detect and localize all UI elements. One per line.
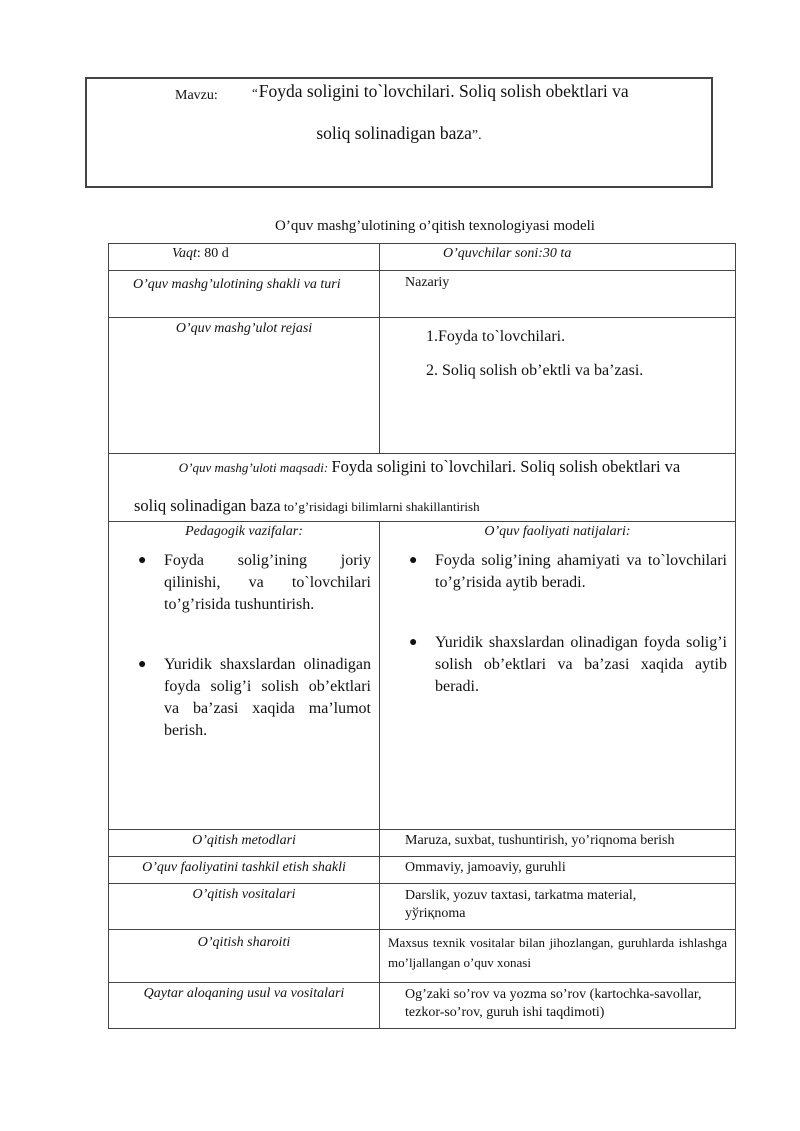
students-count: O’quvchilar soni:30 ta xyxy=(443,246,572,261)
form-value: Nazariy xyxy=(380,271,736,318)
tools-label: O’qitish vositalari xyxy=(109,884,380,930)
tools-row xyxy=(109,884,736,930)
list-item xyxy=(138,654,371,742)
results-list xyxy=(380,542,735,698)
results-cell xyxy=(380,522,736,830)
goal-line2 xyxy=(134,489,725,518)
result-text: Foyda solig’ining ahamiyati va to`lovchilari to’g’risida aytib beradi. xyxy=(435,552,727,591)
organization-value: Ommaviy, jamoaviy, guruhli xyxy=(380,857,736,884)
conditions-value: Maxsus texnik vositalar bilan jihozlangan, guruhlarda ishlashga mo’ljallangan o’quv xonasi xyxy=(380,930,736,983)
open-quote: “ xyxy=(252,85,258,100)
organization-label: O’quv faoliyatini tashkil etish shakli xyxy=(109,857,380,884)
tasks-cell xyxy=(109,522,380,830)
bullet-icon: ● xyxy=(409,635,418,650)
plan-label: O’quv mashg’ulot rejasi xyxy=(109,318,380,454)
plan-item: 1.Foyda to`lovchilari. xyxy=(426,328,566,345)
topic-title-text2: soliq solinadigan baza xyxy=(316,123,472,143)
goal-row xyxy=(109,454,736,522)
time-row xyxy=(109,244,736,271)
tasks-list xyxy=(109,542,379,742)
tasks-header: Pedagogik vazifalar: xyxy=(185,524,303,539)
goal-cell xyxy=(109,454,736,522)
list-item xyxy=(409,550,727,594)
bullet-icon: ● xyxy=(138,657,147,672)
task-text: Yuridik shaxslardan olinadigan foyda solig’i solish ob’ektlari va ba’zasi xaqida ma’lumot berish. xyxy=(164,656,371,739)
model-title: O’quv mashg’ulotining o’qitish texnologiyasi modeli xyxy=(275,218,595,234)
tools-value: Darslik, yozuv taxtasi, tarkatma material, yўriқnoma xyxy=(380,884,736,930)
close-quote: ”. xyxy=(471,128,482,143)
conditions-label: O’qitish sharoiti xyxy=(109,930,380,983)
time-cell xyxy=(109,244,380,271)
students-cell xyxy=(380,244,736,271)
topic-title-line2 xyxy=(87,123,711,144)
results-header: O’quv faoliyati natijalari: xyxy=(484,524,631,539)
plan-value xyxy=(380,318,736,454)
feedback-label: Qaytar aloqaning usul va vositalari xyxy=(109,983,380,1029)
topic-box xyxy=(85,77,713,188)
time-value: : 80 d xyxy=(196,246,229,261)
goal-text1: Foyda soligini to`lovchilari. Soliq solish obektlari va xyxy=(331,457,681,476)
methods-row xyxy=(109,830,736,857)
organization-row xyxy=(109,857,736,884)
goal-text3: to’g’risidagi bilimlarni shakillantirish xyxy=(283,499,480,514)
task-text: Foyda solig’ining joriy qilinishi, va to`lovchilari to’g’risida tushuntirish. xyxy=(164,552,371,613)
conditions-row xyxy=(109,930,736,983)
bullet-icon: ● xyxy=(409,553,418,568)
goal-label: O’quv mashg’uloti maqsadi: xyxy=(178,460,329,475)
lesson-model-table xyxy=(108,243,736,1029)
feedback-row xyxy=(109,983,736,1029)
goal-text2: soliq solinadigan baza xyxy=(134,496,281,515)
time-label: Vaqt xyxy=(172,246,197,261)
topic-title-text1: Foyda soligini to`lovchilari. Soliq solish obektlari va xyxy=(258,81,629,101)
form-label: O’quv mashg’ulotining shakli va turi xyxy=(109,271,380,318)
bullet-icon: ● xyxy=(138,553,147,568)
list-item xyxy=(138,550,371,616)
result-text: Yuridik shaxslardan olinadigan foyda solig’i solish ob’ektlari va ba’zasi xaqida aytib beradi. xyxy=(435,634,727,695)
tasks-results-row xyxy=(109,522,736,830)
feedback-value: Og’zaki so’rov va yozma so’rov (kartochka-savollar, tezkor-so’rov, guruh ishi taqdimoti) xyxy=(380,983,736,1029)
methods-value: Maruza, suxbat, tushuntirish, yo’riqnoma berish xyxy=(380,830,736,857)
topic-title-line1 xyxy=(252,81,629,102)
plan-row xyxy=(109,318,736,454)
goal-line1 xyxy=(134,454,725,489)
topic-label: Mavzu: xyxy=(175,88,218,103)
list-item xyxy=(409,632,727,698)
methods-label: O’qitish metodlari xyxy=(109,830,380,857)
plan-item: 2. Soliq solish ob’ektli va ba’zasi. xyxy=(426,362,644,379)
form-row xyxy=(109,271,736,318)
